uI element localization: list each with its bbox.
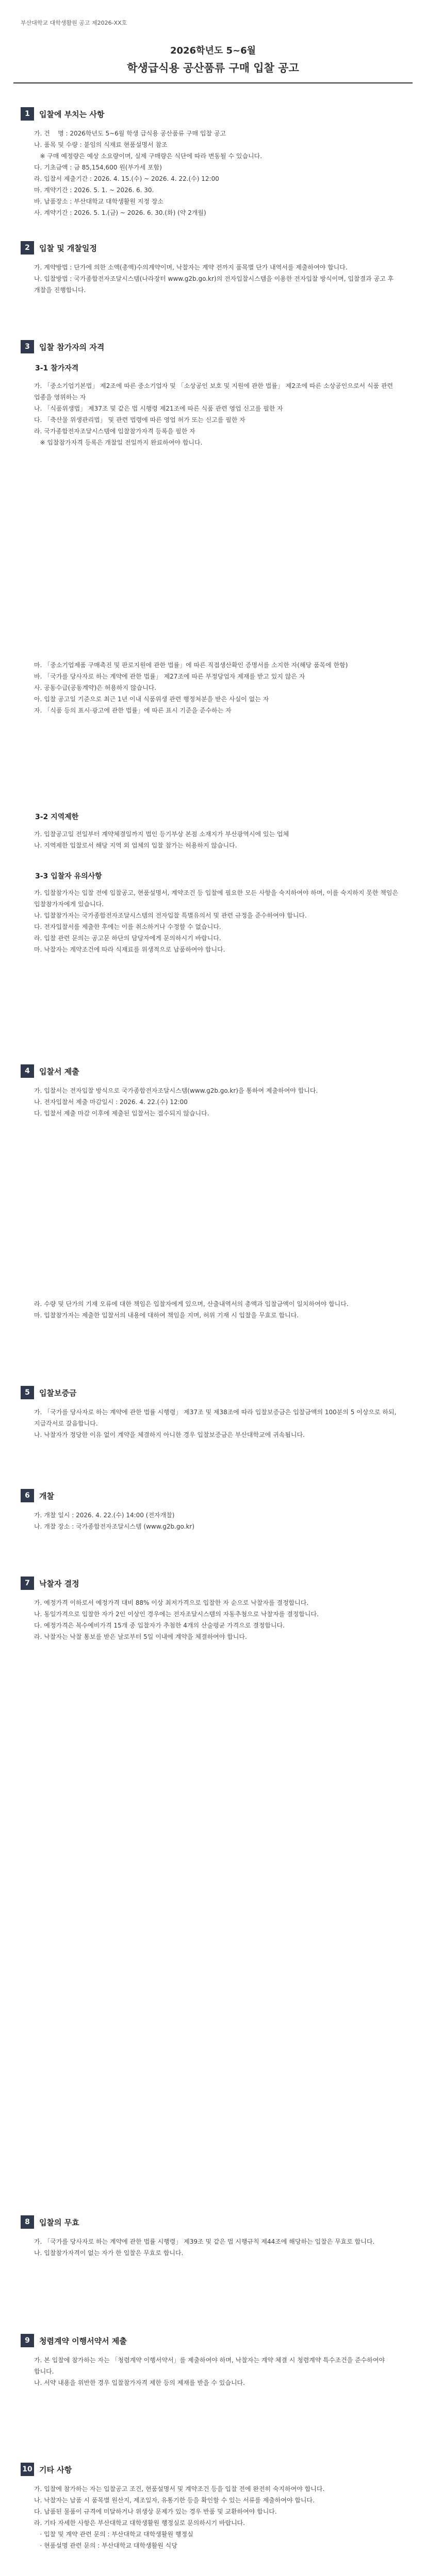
text-line: 아. 입찰 공고일 기준으로 최근 1년 이내 식품위생 관련 행정처분을 받은 사실이 없는 자 xyxy=(34,696,269,703)
text-line: 라. 입찰서 제출기간 : 2026. 4. 15.(수) ~ 2026. 4. 22.(수) 12:00 xyxy=(34,175,219,182)
section-number: 4 xyxy=(21,1064,34,1078)
text-line: 바. 「국가를 당사자로 하는 계약에 관한 법률」 제27조에 따른 부정당업자 제재를 받고 있지 않은 자 xyxy=(34,673,305,680)
text-line: 가. 개찰 일시 : 2026. 4. 22.(수) 14:00 (전자개찰) xyxy=(34,1512,175,1519)
text-line: 사. 계약기간 : 2026. 5. 1.(금) ~ 2026. 6. 30.(화) (약 2개월) xyxy=(34,209,206,216)
text-line: 마. 낙찰자는 계약조건에 따라 식재료를 위생적으로 납품하여야 합니다. xyxy=(34,946,225,953)
text-line: 나. 입찰참가자격이 없는 자가 한 입찰은 무효로 합니다. xyxy=(34,2249,184,2257)
section-title: 청렴계약 이행서약서 제출 xyxy=(39,2336,127,2346)
section-3-3-body xyxy=(34,887,404,955)
text-line: 가. 입찰에 참가하는 자는 입찰공고 조건, 현품설명서 및 계약조건 등을 입찰 전에 완전히 숙지하여야 합니다. xyxy=(34,2485,325,2493)
section-number: 7 xyxy=(21,1577,34,1590)
section-title: 입찰서 제출 xyxy=(39,1066,79,1076)
text-line: 가. 본 입찰에 참가하는 자는 「청렴계약 이행서약서」를 제출하여야 하며, 낙찰자는 계약 체결 시 청렴계약 특수조건을 준수하여야 합니다. xyxy=(34,2357,387,2375)
text-line: ※ 구매 예정량은 예상 소요량이며, 실제 구매량은 식단에 따라 변동될 수 있습니다. xyxy=(34,152,263,160)
section-10-heading xyxy=(21,2463,72,2476)
text-line: 마. 「중소기업제품 구매촉진 및 판로지원에 관한 법률」에 따른 직접생산확인 증명서를 소지한 자(해당 품목에 한함) xyxy=(34,662,348,669)
section-3-1-body-continued xyxy=(34,659,404,716)
section-6-body xyxy=(34,1510,404,1532)
text-line: · 현품설명 관련 문의 : 부산대학교 대학생활원 식당 xyxy=(34,2542,177,2549)
text-line: 가. 계약방법 : 단가에 의한 소액(총액)수의계약이며, 낙찰자는 계약 전까지 품목별 단가 내역서를 제출하여야 합니다. xyxy=(34,264,348,271)
text-line: 다. 납품된 물품이 규격에 미달하거나 위생상 문제가 있는 경우 반품 및 교환하여야 합니다. xyxy=(34,2508,277,2515)
text-line: 나. 입찰참가자는 국가종합전자조달시스템의 전자입찰 특별유의서 및 관련 규정을 준수하여야 합니다. xyxy=(34,912,307,919)
section-1-heading xyxy=(21,107,104,121)
text-line: 나. 동일가격으로 입찰한 자가 2인 이상인 경우에는 전자조달시스템의 자동추첨으로 낙찰자를 결정합니다. xyxy=(34,1611,319,1618)
notice-number: 부산대학교 대학생활원 공고 제2026-XX호 xyxy=(21,20,127,26)
section-2-heading xyxy=(21,241,97,255)
text-line: 가. 「중소기업기본법」 제2조에 따른 중소기업자 및 「소상공인 보호 및 지원에 관한 법률」 제2조에 따른 소상공인으로서 식품 관련 업종을 영위하는 자 xyxy=(34,382,395,401)
text-line: 사. 공동수급(공동계약)은 허용하지 않습니다. xyxy=(34,684,157,691)
section-title: 입찰의 무효 xyxy=(39,2217,79,2227)
section-5-heading xyxy=(21,1386,76,1399)
text-line: 다. 기초금액 : 금 85,154,600 원(부가세 포함) xyxy=(34,164,162,171)
text-line: 다. 예정가격은 복수예비가격 15개 중 입찰자가 추첨한 4개의 산술평균 가격으로 결정합니다. xyxy=(34,1622,285,1629)
section-8-heading xyxy=(21,2215,79,2229)
notice-title-line1: 2026학년도 5~6월 xyxy=(170,45,256,56)
text-line: 라. 국가종합전자조달시스템에 입찰참가자격 등록을 필한 자 xyxy=(34,428,195,435)
text-line: 마. 계약기간 : 2026. 5. 1. ~ 2026. 6. 30. xyxy=(34,187,154,194)
section-title: 낙찰자 결정 xyxy=(39,1579,79,1588)
section-number: 8 xyxy=(21,2215,34,2229)
text-line: 나. 「식품위생법」 제37조 및 같은 법 시행령 제21조에 따른 식품 관련 영업 신고를 필한 자 xyxy=(34,405,283,412)
section-title: 입찰보증금 xyxy=(39,1388,77,1398)
section-title: 입찰에 부치는 사항 xyxy=(39,109,105,119)
section-6-heading xyxy=(21,1489,54,1502)
section-7-heading xyxy=(21,1577,79,1590)
text-line: 바. 납품장소 : 부산대학교 대학생활원 지정 장소 xyxy=(34,198,163,205)
subsection-3-2-title: 3-2 지역제한 xyxy=(35,813,79,821)
text-line: 나. 전자입찰서 제출 마감일시 : 2026. 4. 22.(수) 12:00 xyxy=(34,1098,188,1106)
text-line: 라. 수량 및 단가의 기재 오류에 대한 책임은 입찰자에게 있으며, 산출내역서의 총액과 입찰금액이 일치하여야 합니다. xyxy=(34,1300,349,1308)
section-number: 2 xyxy=(21,241,34,255)
text-line: 가. 입찰서는 전자입찰 방식으로 국가종합전자조달시스템(www.g2b.go.kr)을 통하여 제출하여야 합니다. xyxy=(34,1087,318,1094)
section-9-body xyxy=(34,2354,404,2388)
section-number: 5 xyxy=(21,1386,34,1399)
section-3-1-body xyxy=(34,380,404,448)
text-line: 다. 전자입찰서를 제출한 후에는 이를 취소하거나 수정할 수 없습니다. xyxy=(34,923,221,930)
notice-title-line2: 학생급식용 공산품류 구매 입찰 공고 xyxy=(127,62,299,74)
section-title: 기타 사항 xyxy=(39,2465,72,2475)
text-line: 라. 낙찰자는 낙찰 통보를 받은 날로부터 5일 이내에 계약을 체결하여야 합니다. xyxy=(34,1633,247,1640)
section-10-body xyxy=(34,2483,404,2551)
section-number: 3 xyxy=(21,340,34,353)
subsection-3-1-title: 3-1 참가자격 xyxy=(35,364,79,372)
text-line: 자. 「식품 등의 표시·광고에 관한 법률」에 따른 표시 기준을 준수하는 자 xyxy=(34,707,232,714)
section-4-heading xyxy=(21,1064,79,1078)
text-line: 가. 「국가를 당사자로 하는 계약에 관한 법률 시행령」 제39조 및 같은 법 시행규칙 제44조에 해당하는 입찰은 무효로 합니다. xyxy=(34,2238,375,2245)
section-number: 10 xyxy=(21,2463,34,2476)
subsection-3-3-title: 3-3 입찰자 유의사항 xyxy=(35,872,102,880)
text-line: 가. 「국가를 당사자로 하는 계약에 관한 법률 시행령」 제37조 및 제38조에 따라 입찰보증금은 입찰금액의 100분의 5 이상으로 하되, 지급각서로 갈음합니다. xyxy=(34,1409,399,1427)
section-7-body xyxy=(34,1597,404,1642)
section-4-body-continued xyxy=(34,1298,404,1321)
section-title: 개찰 xyxy=(39,1491,54,1501)
text-line: 나. 입찰방법 : 국가종합전자조달시스템(나라장터 www.g2b.go.kr)의 전자입찰시스템을 이용한 전자입찰 방식이며, 입찰결과 공고 후 개찰을 진행합니다. xyxy=(34,275,396,294)
section-4-body xyxy=(34,1085,404,1119)
text-line: 다. 입찰서 제출 마감 이후에 제출된 입찰서는 접수되지 않습니다. xyxy=(34,1110,209,1117)
text-line: 나. 지역제한 입찰로서 해당 지역 외 업체의 입찰 참가는 허용하지 않습니다. xyxy=(34,842,237,849)
text-line: 라. 기타 자세한 사항은 부산대학교 대학생활원 행정실로 문의하시기 바랍니다. xyxy=(34,2519,245,2527)
text-line: 라. 입찰 관련 문의는 공고문 하단의 담당자에게 문의하시기 바랍니다. xyxy=(34,935,221,942)
text-line: 마. 입찰참가자는 제출한 입찰서의 내용에 대하여 책임을 지며, 허위 기재 시 입찰을 무효로 합니다. xyxy=(34,1312,299,1319)
section-5-body xyxy=(34,1406,404,1440)
text-line: 가. 예정가격 이하로서 예정가격 대비 88% 이상 최저가격으로 입찰한 자 순으로 낙찰자를 결정합니다. xyxy=(34,1599,309,1606)
section-title: 입찰 및 개찰일정 xyxy=(39,243,97,253)
section-9-heading xyxy=(21,2334,127,2347)
text-line: · 입찰 및 계약 관련 문의 : 부산대학교 대학생활원 행정실 xyxy=(34,2531,193,2538)
text-line: 나. 낙찰자는 납품 시 품목별 원산지, 제조일자, 유통기한 등을 확인할 수 있는 서류를 제출하여야 합니다. xyxy=(34,2497,315,2504)
section-title: 입찰 참가자의 자격 xyxy=(39,342,105,352)
section-number: 9 xyxy=(21,2334,34,2347)
text-line: 가. 입찰공고일 전일부터 계약체결일까지 법인 등기부상 본점 소재지가 부산광역시에 있는 업체 xyxy=(34,831,289,838)
section-number: 1 xyxy=(21,107,34,121)
text-line: ※ 입찰참가자격 등록은 개찰일 전일까지 완료하여야 합니다. xyxy=(34,439,203,446)
title-divider xyxy=(13,82,413,83)
text-line: 나. 개찰 장소 : 국가종합전자조달시스템 (www.g2b.go.kr) xyxy=(34,1523,195,1530)
text-line: 가. 입찰참가자는 입찰 전에 입찰공고, 현품설명서, 계약조건 등 입찰에 필요한 모든 사항을 숙지하여야 하며, 이를 숙지하지 못한 책임은 입찰참가자에게 있습니다. xyxy=(34,889,400,908)
section-3-heading xyxy=(21,340,104,353)
section-3-2-body xyxy=(34,828,404,851)
text-line: 나. 낙찰자가 정당한 이유 없이 계약을 체결하지 아니한 경우 입찰보증금은 부산대학교에 귀속됩니다. xyxy=(34,1431,305,1438)
text-line: 가. 건 명 : 2026학년도 5~6월 학생 급식용 공산품류 구매 입찰 공고 xyxy=(34,130,226,137)
text-line: 나. 품목 및 수량 : 붙임의 식재료 현품설명서 참조 xyxy=(34,141,168,148)
text-line: 다. 「축산물 위생관리법」 및 관련 법령에 따른 영업 허가 또는 신고를 필한 자 xyxy=(34,416,245,423)
text-line: 나. 서약 내용을 위반한 경우 입찰참가자격 제한 등의 제재를 받을 수 있습니다. xyxy=(34,2379,245,2386)
section-1-body xyxy=(34,128,404,218)
section-number: 6 xyxy=(21,1489,34,1502)
section-8-body xyxy=(34,2236,404,2259)
section-2-body xyxy=(34,262,404,296)
